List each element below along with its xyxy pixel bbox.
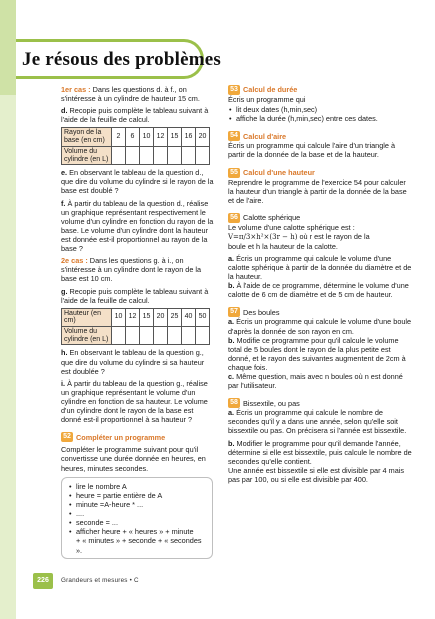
exercise-title: Compléter un programme [76,432,166,442]
table-cell: 16 [182,128,196,146]
exercise-54-text: Écris un programme qui calcule l'aire d'un triangle à partir de la donnée de la base et de la hauteur. [228,141,396,160]
page-number: 226 [33,573,53,589]
program-line: • heure = partie entière de A [76,491,208,500]
exercise-56-line1: Le volume d'une calotte sphérique est : [228,222,355,232]
table-cell: 2 [112,128,126,146]
right-column [228,85,413,484]
exercise-57-heading [228,307,413,317]
table-cell-empty [126,146,140,164]
exercise-number-badge: 57 [228,307,240,317]
program-box [61,477,213,560]
exercise-title: Calotte sphérique [243,213,301,223]
exercise-58-question-a: a. Écris un programme qui calcule le nombre de secondes qu'il y a dans une année, selon qu'elle soit bissextile ou pas. On précisera si l'année est bissextile. [228,408,407,436]
exercise-56-heading [228,213,413,223]
program-line: • lire le nombre A [76,482,208,491]
exercise-55-heading [228,168,413,178]
exercise-title: Calcul d'aire [243,131,287,141]
program-line: • afficher heure + « heures » + minute [76,527,208,536]
table-cell: 20 [196,128,210,146]
question-g: g. Recopie puis complète le tableau suivant à l'aide de la feuille de calcul. [61,286,209,305]
exercise-title: Calcul de durée [243,85,298,95]
exercise-55-text: Reprendre le programme de l'exercice 54 pour calculer la hauteur d'un triangle à partir de la donnée de la base et de l'aire. [228,177,407,205]
exercise-title: Calcul d'une hauteur [243,167,315,177]
cas2-paragraph [61,256,214,283]
table-header-volume: Volume du cylindre (en L) [62,327,112,345]
table-cell: 50 [196,308,210,326]
program-line: • seconde = ... [76,518,208,527]
exercise-56-question-b: b. À l'aide de ce programme, détermine le volume d'une calotte de 6 cm de diamètre et de 5 cm de hauteur. [228,281,409,300]
cas2-label: 2e cas : [61,256,88,266]
program-line-continuation: + « minutes » + seconde + « secondes ». [76,536,202,555]
table-cell: 12 [154,128,168,146]
exercise-number-badge: 54 [228,131,240,141]
table-cell-empty [140,327,154,345]
exercise-53-intro: Écris un programme qui [228,95,306,104]
exercise-number-badge: 56 [228,213,240,223]
table-cell-empty [168,327,182,345]
table-header-volume: Volume du cylindre (en L) [62,146,112,164]
exercise-58-heading [228,398,413,408]
table-cell: 10 [112,308,126,326]
table-cell-empty [168,146,182,164]
table-row [62,128,210,146]
left-margin-band-light [0,95,16,619]
table-cell-empty [154,327,168,345]
exercise-52-intro: Compléter le programme suivant pour qu'il convertisse une durée donnée en heures, en heures, minutes secondes. [61,445,206,473]
table-cell-empty [140,146,154,164]
question-i: i. À partir du tableau de la question g., réalise un graphique représentant le volume d'un cylindre en fonction de sa hauteur. Le volume d'un cylindre dont le rayon de la base est donné est-il proportionnel à sa hauteur ? [61,378,208,425]
table-cell-empty [196,327,210,345]
list-item: • affiche la durée (h,min,sec) entre ces dates. [236,114,413,123]
table-cell-empty [112,146,126,164]
question-h: h. En observant le tableau de la question g., que dire du volume du cylindre si sa hauteur est doublée ? [61,348,205,376]
exercise-53-list [228,105,413,123]
cas1-paragraph [61,85,214,103]
table-header-radius: Rayon de la base (en cm) [62,128,112,146]
exercise-title: Des boules [243,307,280,317]
question-f: f. À partir du tableau de la question d., réalise un graphique représentant respectivement le volume d'un cylindre en fonction du rayon de la base. Le volume d'un cylindre dont la hauteur est donnée est-il proportionnel au rayon de la base ? [61,198,214,254]
exercise-56-formula-line: V=π/3×h²×(3r − h) où r est le rayon de la [228,231,370,241]
exercise-54-heading [228,131,413,141]
exercise-58-extra: Une année est bissextile si elle est divisible par 4 mais pas par 100, ou si elle est divisible par 400. [228,465,405,485]
program-line: • minute =A-heure * ... [76,500,208,509]
cas2-text: Dans les questions g. à i., on s'intéresse à un cylindre dont le rayon de la base est 10 cm. [61,256,202,284]
table-cell-empty [126,327,140,345]
exercise-title: Bissextile, ou pas [243,398,300,408]
exercise-57-question-b: b. Modifie ce programme pour qu'il calcule le volume total de 5 boules dont le rayon de la plus petite est donné, et le rayon des suivantes augmentent de 2cm à chaque fois. [228,335,406,372]
table-cell: 10 [140,128,154,146]
exercise-number-badge: 58 [228,398,240,408]
list-item: • lit deux dates (h,min,sec) [236,105,413,114]
program-line: • .... [76,509,208,518]
table-cell-empty [182,146,196,164]
cas1-text: Dans les questions d. à f., on s'intéresse à un cylindre de hauteur 15 cm. [61,85,200,104]
exercise-57-question-c: c. Même question, mais avec n boules où n est donné par l'utilisateur. [228,372,403,391]
table-cell: 25 [168,308,182,326]
question-d: d. Recopie puis complète le tableau suivant à l'aide de la feuille de calcul. [61,106,209,125]
table-radius-volume [61,127,210,165]
table-cell: 15 [168,128,182,146]
table-cell: 20 [154,308,168,326]
footer-section: Grandeurs et mesures • C [61,577,139,584]
page-title: Je résous des problèmes [22,49,221,70]
table-cell-empty [182,327,196,345]
table-cell-empty [196,146,210,164]
exercise-number-badge: 52 [61,432,73,442]
table-cell: 15 [140,308,154,326]
exercise-57-question-a: a. Écris un programme qui calcule le volume d'une boule d'après la donnée de son rayon en cm. [228,317,412,336]
program-lines [68,482,208,537]
table-row [62,308,210,326]
exercise-56-question-a: a. Écris un programme qui calcule le volume d'une calotte sphérique à partir de la donnée du diamètre et de la hauteur. [228,253,412,282]
table-cell-empty [112,327,126,345]
table-cell: 12 [126,308,140,326]
table-row [62,327,210,345]
exercise-53-heading [228,85,413,95]
exercise-58-question-b: b. Modifier le programme pour qu'il demande l'année, détermine si elle est bissextile, puis calcule le nombre de secondes qu'elle contient. [228,438,412,466]
table-height-volume [61,308,210,346]
table-cell-empty [154,146,168,164]
question-e: e. En observant le tableau de la question d., que dire du volume du cylindre si le rayon de la base est doublé ? [61,168,214,196]
exercise-52-heading [61,432,214,442]
volume-formula: V=π/3×h²×(3r − h) [228,232,298,241]
table-row [62,146,210,164]
table-cell: 6 [126,128,140,146]
exercise-number-badge: 53 [228,85,240,95]
table-header-height: Hauteur (en cm) [62,308,112,326]
left-column [61,85,214,559]
cas1-label: 1er cas : [61,85,91,94]
exercise-56-line2: boule et h la hauteur de la calotte. [228,241,338,251]
table-cell: 40 [182,308,196,326]
exercise-number-badge: 55 [228,168,240,178]
